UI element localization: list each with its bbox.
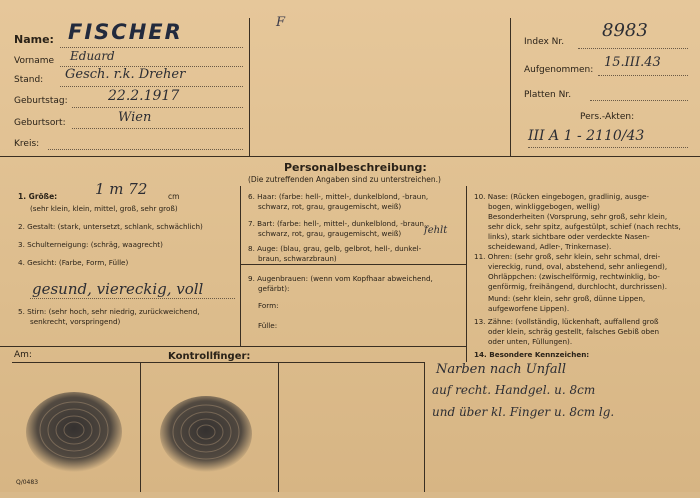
item1-options: (sehr klein, klein, mittel, groß, sehr groß) (30, 204, 178, 213)
geburtstag-label: Geburtstag: (14, 96, 68, 106)
item6-text-a: 6. Haar: (farbe: hell-, mittel-, dunkelblond, -braun, (248, 192, 429, 201)
geburtstag-value: 22.2.1917 (108, 88, 180, 104)
item4-text: 4. Gesicht: (Farbe, Form, Fülle) (18, 258, 129, 267)
item11-text-a: 11. Ohren: (sehr groß, sehr klein, sehr schmal, drei- (474, 252, 661, 261)
akten-label: Pers.-Akten: (580, 112, 635, 122)
item14-text: 14. Besondere Kennzeichen: (474, 350, 590, 359)
index-value: 8983 (602, 20, 648, 41)
item10-text-a: 10. Nase: (Rücken eingebogen, gradlinig, ausge- (474, 192, 649, 201)
item1-unit: cm (168, 192, 180, 201)
item6-text-b: schwarz, rot, grau, graugemischt, weiß) (258, 202, 402, 211)
index-label: Index Nr. (524, 37, 565, 47)
item5-text-b: senkrecht, vorspringend) (30, 317, 121, 326)
item8-text-b: braun, schwarzbraun) (258, 254, 337, 263)
stand-value: Gesch. r.k. Dreher (65, 67, 186, 82)
remarks-line-2: auf recht. Handgel. u. 8cm (432, 383, 596, 397)
item12-text-b: aufgeworfene Lippen). (488, 304, 570, 313)
personal-subtitle: (Die zutreffenden Angaben sind zu unterstreichen.) (248, 175, 441, 184)
item11-text-b: viereckig, rund, oval, abstehend, sehr anliegend), (488, 262, 668, 271)
form-number: Q/0483 (16, 479, 39, 486)
item3-text: 3. Schulterneigung: (schräg, waagrecht) (18, 240, 163, 249)
item10-text-b: bogen, winkliggebogen, wellig) (488, 202, 600, 211)
am-label: Am: (14, 350, 32, 360)
vorname-label: Vorname (14, 56, 55, 66)
geburtsort-label: Geburtsort: (14, 118, 66, 128)
fingerprint-right-icon (146, 388, 276, 498)
item7-value: fehlt (424, 225, 448, 236)
item10-text-f: scheidewand, Adler-, Trinkernase). (488, 242, 612, 251)
fingerprint-left-icon (12, 380, 142, 490)
item7-text-b: schwarz, rot, grau, graugemischt, weiß) (258, 229, 402, 238)
name-value: FISCHER (68, 20, 183, 44)
item11-text-d: genförmig, freihängend, durchlocht, durchrissen). (488, 282, 667, 291)
remarks-line-3: und über kl. Finger u. 8cm lg. (432, 405, 615, 419)
item1-label: 1. Größe: (18, 192, 58, 201)
akten-value: III A 1 - 2110/43 (528, 128, 645, 144)
form-label: Form: (258, 301, 279, 310)
personal-title: Personalbeschreibung: (284, 161, 427, 174)
item13-text-a: 13. Zähne: (vollständig, lückenhaft, auffallend groß (474, 317, 659, 326)
item1-value: 1 m 72 (95, 180, 148, 198)
item8-text-a: 8. Auge: (blau, grau, gelb, gelbrot, hell-, dunkel- (248, 244, 422, 253)
name-label: Name: (14, 33, 54, 46)
geburtsort-value: Wien (118, 110, 152, 125)
item9-text-b: gefärbt): (258, 284, 290, 293)
item10-text-d: sehr dick, sehr spitz, aufgestülpt, schief (nach rechts, (488, 222, 681, 231)
aufgenommen-value: 15.III.43 (604, 55, 661, 70)
item13-text-b: oder klein, schräg gestellt, falsches Gebiß oben (488, 327, 660, 336)
stand-label: Stand: (14, 75, 44, 85)
aufgenommen-label: Aufgenommen: (524, 65, 594, 75)
vorname-value: Eduard (70, 49, 115, 63)
remarks-line-1: Narben nach Unfall (436, 362, 566, 377)
platten-label: Platten Nr. (524, 90, 572, 100)
item10-text-c: Besonderheiten (Vorsprung, sehr groß, sehr klein, (488, 212, 668, 221)
item4-value: gesund, viereckig, voll (32, 280, 204, 298)
fuelle-label: Fülle: (258, 321, 278, 330)
kreis-label: Kreis: (14, 139, 40, 149)
item12-text-a: Mund: (sehr klein, sehr groß, dünne Lippen, (488, 294, 646, 303)
item5-text-a: 5. Stirn: (sehr hoch, sehr niedrig, zurückweichend, (18, 307, 200, 316)
item2-text: 2. Gestalt: (stark, untersetzt, schlank, schwächlich) (18, 222, 203, 231)
kontroll-label: Kontrollfinger: (168, 351, 251, 362)
item9-text-a: 9. Augenbrauen: (wenn vom Kopfhaar abweichend, (248, 274, 433, 283)
item7-text-a: 7. Bart: (farbe: hell-, mittel-, dunkelblond, -braun, (248, 219, 427, 228)
item11-text-c: Ohrläppchen: (zwischelförmig, rechtwinklig, bo- (488, 272, 660, 281)
item10-text-e: links), stark sichtbare oder verdeckte Nasen- (488, 232, 650, 241)
corner-mark: F (276, 15, 286, 30)
item13-text-c: oder unten, Füllungen). (488, 337, 573, 346)
